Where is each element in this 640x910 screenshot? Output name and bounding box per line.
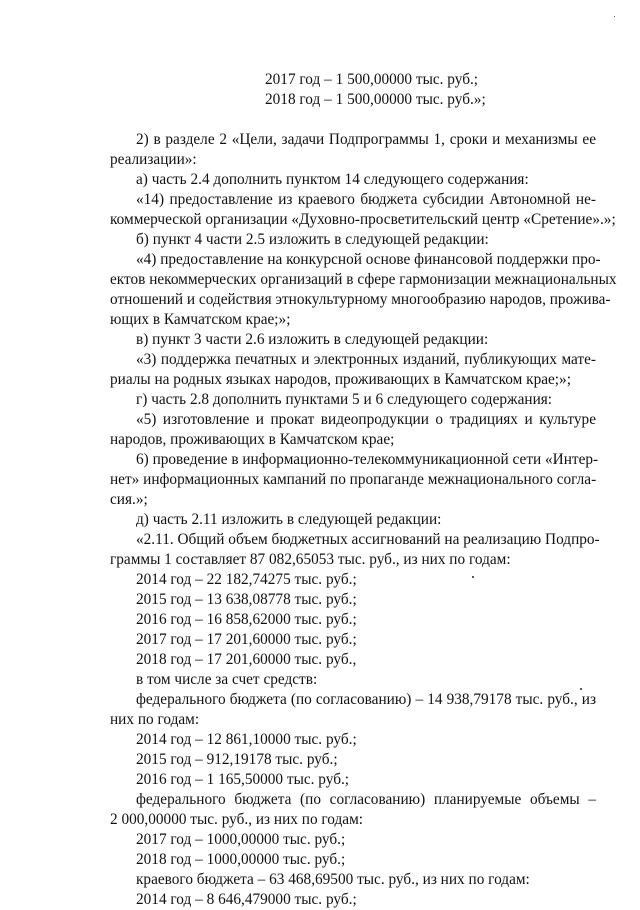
text-line: 2016 год – 1 165,50000 тыс. руб.;: [136, 771, 350, 788]
text-line: 2014 год – 12 861,10000 тыс. руб.;: [136, 731, 357, 748]
text-line: нет» информационных кампаний по пропаганде межнационального согла-: [110, 471, 597, 488]
text-line: 2016 год – 16 858,62000 тыс. руб.;: [136, 611, 357, 628]
text-line: ющих в Камчатском крае;»;: [110, 311, 291, 328]
text-line: «14) предоставление из краевого бюджета субсидии Автономной не-: [136, 191, 596, 208]
text-line: 2) в разделе 2 «Цели, задачи Подпрограммы 1, сроки и механизмы ее: [136, 131, 596, 148]
text-line: г) часть 2.8 дополнить пунктами 5 и 6 следующего содержания:: [136, 391, 553, 408]
scan-speck: [614, 16, 615, 17]
text-line: 2014 год – 22 182,74275 тыс. руб.;: [136, 571, 357, 588]
text-line: ектов некоммерческих организаций в сфере гармонизации межнациональных: [110, 271, 617, 288]
text-line: 2018 год – 1 500,00000 тыс. руб.»;: [265, 91, 486, 108]
text-line: 2017 год – 17 201,60000 тыс. руб.;: [136, 631, 357, 648]
text-line: краевого бюджета – 63 468,69500 тыс. руб., из них по годам:: [136, 871, 530, 888]
scan-speck: [472, 576, 474, 578]
text-line: в) пункт 3 части 2.6 изложить в следующей редакции:: [136, 331, 489, 348]
text-line: федерального бюджета (по согласованию) планируемые объемы –: [136, 791, 596, 808]
text-line: «2.11. Общий объем бюджетных ассигнований на реализацию Подпро-: [136, 531, 600, 548]
text-line: 2018 год – 1000,00000 тыс. руб.;: [136, 851, 346, 868]
scan-speck: [580, 688, 582, 690]
text-line: 2014 год – 8 646,479000 тыс. руб.;: [136, 891, 357, 908]
text-line: 2017 год – 1 500,00000 тыс. руб.;: [265, 71, 479, 88]
text-line: 6) проведение в информационно-телекоммуникационной сети «Интер-: [136, 451, 599, 468]
text-line: 2017 год – 1000,00000 тыс. руб.;: [136, 831, 346, 848]
text-line: «3) поддержка печатных и электронных изданий, публикующих мате-: [136, 351, 596, 368]
text-line: «4) предоставление на конкурсной основе финансовой поддержки про-: [136, 251, 601, 268]
text-line: а) часть 2.4 дополнить пунктом 14 следующего содержания:: [136, 171, 529, 188]
text-line: д) часть 2.11 изложить в следующей редакции:: [136, 511, 442, 528]
text-line: риалы на родных языках народов, проживающих в Камчатском крае;»;: [110, 371, 571, 388]
text-line: граммы 1 составляет 87 082,65053 тыс. руб., из них по годам:: [110, 551, 511, 568]
text-line: 2015 год – 13 638,08778 тыс. руб.;: [136, 591, 357, 608]
text-line: народов, проживающих в Камчатском крае;: [110, 431, 395, 448]
text-line: отношений и содействия этнокультурному многообразию народов, прожива-: [110, 291, 611, 308]
text-line: 2 000,00000 тыс. руб., из них по годам:: [110, 811, 364, 828]
text-line: коммерческой организации «Духовно-просветительский центр «Сретение».»;: [110, 211, 616, 228]
text-line: них по годам:: [110, 711, 200, 728]
text-line: федерального бюджета (по согласованию) – 14 938,79178 тыс. руб., из: [136, 691, 596, 708]
text-line: 2018 год – 17 201,60000 тыс. руб.,: [136, 651, 357, 668]
text-line: сия.»;: [110, 491, 148, 508]
text-line: 2015 год – 912,19178 тыс. руб.;: [136, 751, 338, 768]
text-line: «5) изготовление и прокат видеопродукции о традициях и культуре: [136, 411, 596, 428]
text-line: б) пункт 4 части 2.5 изложить в следующей редакции:: [136, 231, 489, 248]
text-line: реализации»:: [110, 151, 197, 168]
text-line: в том числе за счет средств:: [136, 671, 318, 688]
